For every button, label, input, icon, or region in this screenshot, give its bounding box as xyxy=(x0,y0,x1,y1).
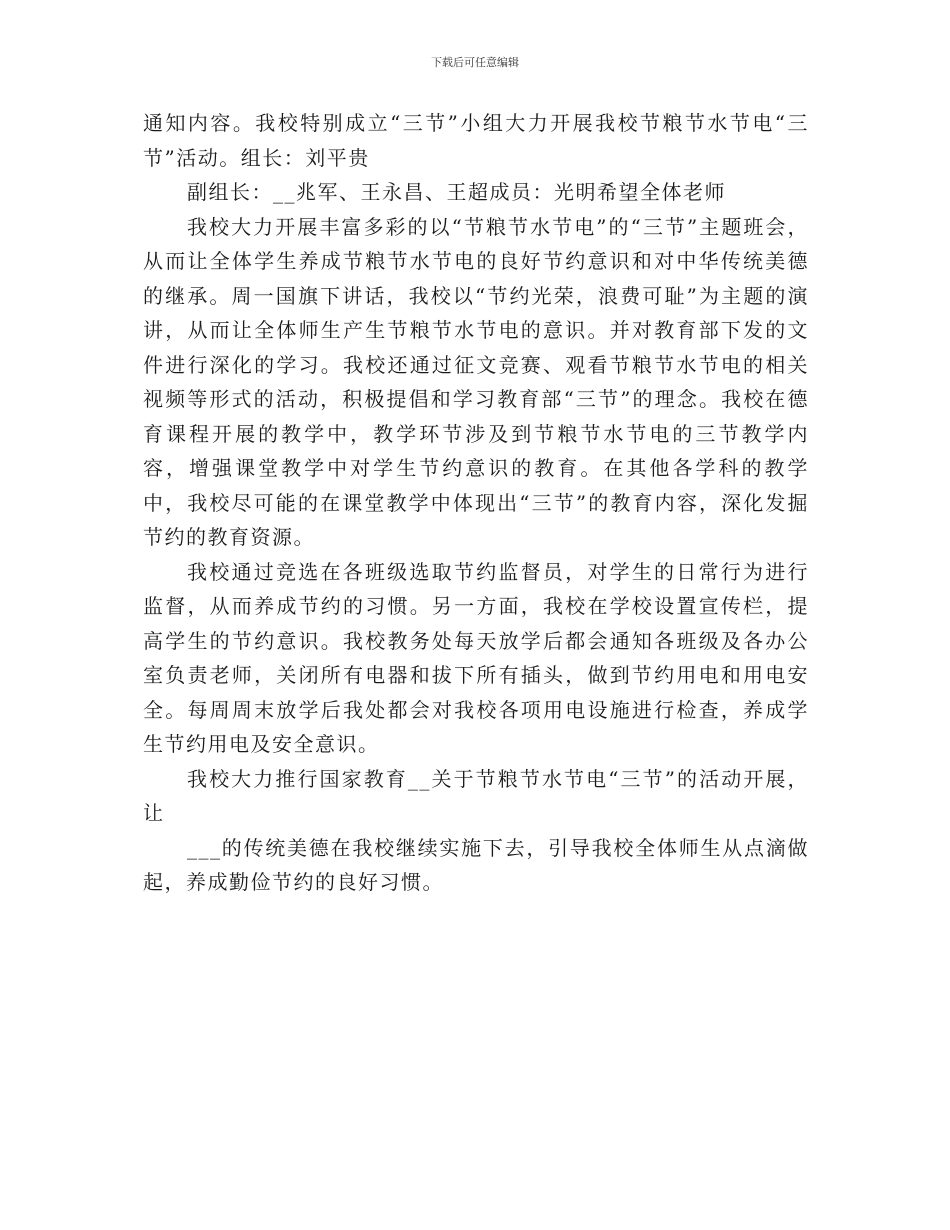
paragraph: 通知内容。我校特别成立“三节”小组大力开展我校节粮节水节电“三节”活动。组长：刘平贵 xyxy=(143,111,809,170)
paragraph: 我校大力推行国家教育__关于节粮节水节电“三节”的活动开展，让 xyxy=(143,766,809,825)
paragraph: ___的传统美德在我校继续实施下去，引导我校全体师生从点滴做起，养成勤俭节约的良好习惯。 xyxy=(143,835,809,894)
page-header-note: 下载后可任意编辑 xyxy=(431,56,519,69)
paragraph: 我校大力开展丰富多彩的以“节粮节水节电”的“三节”主题班会，从而让全体学生养成节粮节水节电的良好节约意识和对中华传统美德的继承。周一国旗下讲话，我校以“节约光荣，浪费可耻”为主题的演讲，从而让全体师生产生节粮节水节电的意识。并对教育部下发的文件进行深化的学习。我校还通过征文竞赛、观看节粮节水节电的相关视频等形式的活动，积极提倡和学习教育部“三节”的理念。我校在德育课程开展的教学中，教学环节涉及到节粮节水节电的三节教学内容，增强课堂教学中对学生节约意识的教育。在其他各学科的教学中，我校尽可能的在课堂教学中体现出“三节”的教育内容，深化发掘节约的教育资源。 xyxy=(143,214,809,549)
paragraph: 副组长：__兆军、王永昌、王超成员：光明希望全体老师 xyxy=(187,180,726,204)
paragraph: 我校通过竞选在各班级选取节约监督员，对学生的日常行为进行监督，从而养成节约的习惯。另一方面，我校在学校设置宣传栏，提高学生的节约意识。我校教务处每天放学后都会通知各班级及各办公室负责老师，关闭所有电器和拔下所有插头，做到节约用电和用电安全。每周周末放学后我处都会对我校各项用电设施进行检查，养成学生节约用电及安全意识。 xyxy=(143,559,809,756)
document-body xyxy=(143,106,809,900)
